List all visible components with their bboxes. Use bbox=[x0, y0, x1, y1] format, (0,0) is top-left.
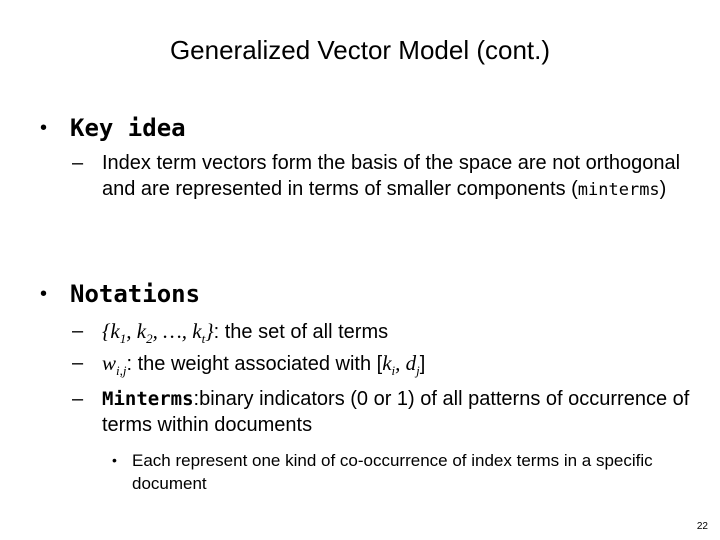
notation-item-terms bbox=[72, 318, 692, 352]
weight-pair: $k_i$, $d_j$ bbox=[382, 351, 420, 379]
terms-set-text: : the set of all terms bbox=[213, 321, 389, 343]
key-idea-item bbox=[72, 150, 692, 203]
key-idea-heading: Key idea bbox=[70, 114, 186, 142]
weight-text: : the weight associated with [ bbox=[126, 353, 383, 375]
dash-icon: – bbox=[72, 320, 84, 342]
weight-symbol: $w_{i,j}$ bbox=[102, 351, 127, 379]
bullet-key-idea bbox=[40, 112, 186, 143]
terms-set-formula: {$k_1$, $k_2$, …, $k_t$} bbox=[102, 319, 214, 347]
notation-item-weight bbox=[72, 350, 692, 384]
minterms-label: Minterms bbox=[102, 388, 194, 410]
weight-close: ] bbox=[419, 353, 426, 375]
bullet-icon: • bbox=[40, 283, 48, 305]
page-number: 22 bbox=[696, 521, 708, 532]
bullet-notations bbox=[40, 278, 200, 309]
minterms-subitem-text: Each represent one kind of co-occurrence of index terms in a specific document bbox=[132, 451, 653, 493]
minterms-term: minterms bbox=[577, 180, 660, 200]
slide-title: Generalized Vector Model (cont.) bbox=[169, 35, 551, 65]
bullet-icon: • bbox=[40, 117, 48, 139]
notations-heading: Notations bbox=[70, 280, 201, 308]
dash-icon: – bbox=[72, 352, 84, 374]
notation-item-minterms bbox=[72, 386, 692, 438]
bullet-icon: • bbox=[112, 452, 117, 468]
key-idea-text-end: ) bbox=[659, 178, 667, 200]
dash-icon: – bbox=[72, 388, 84, 410]
key-idea-text: Index term vectors form the basis of the space are not orthogonal and are represented in terms of smaller components ( bbox=[102, 152, 681, 200]
minterms-subitem bbox=[112, 449, 692, 495]
dash-icon: – bbox=[72, 152, 84, 174]
minterms-text: :binary indicators (0 or 1) of all patterns of occurrence of terms within documents bbox=[102, 388, 690, 436]
